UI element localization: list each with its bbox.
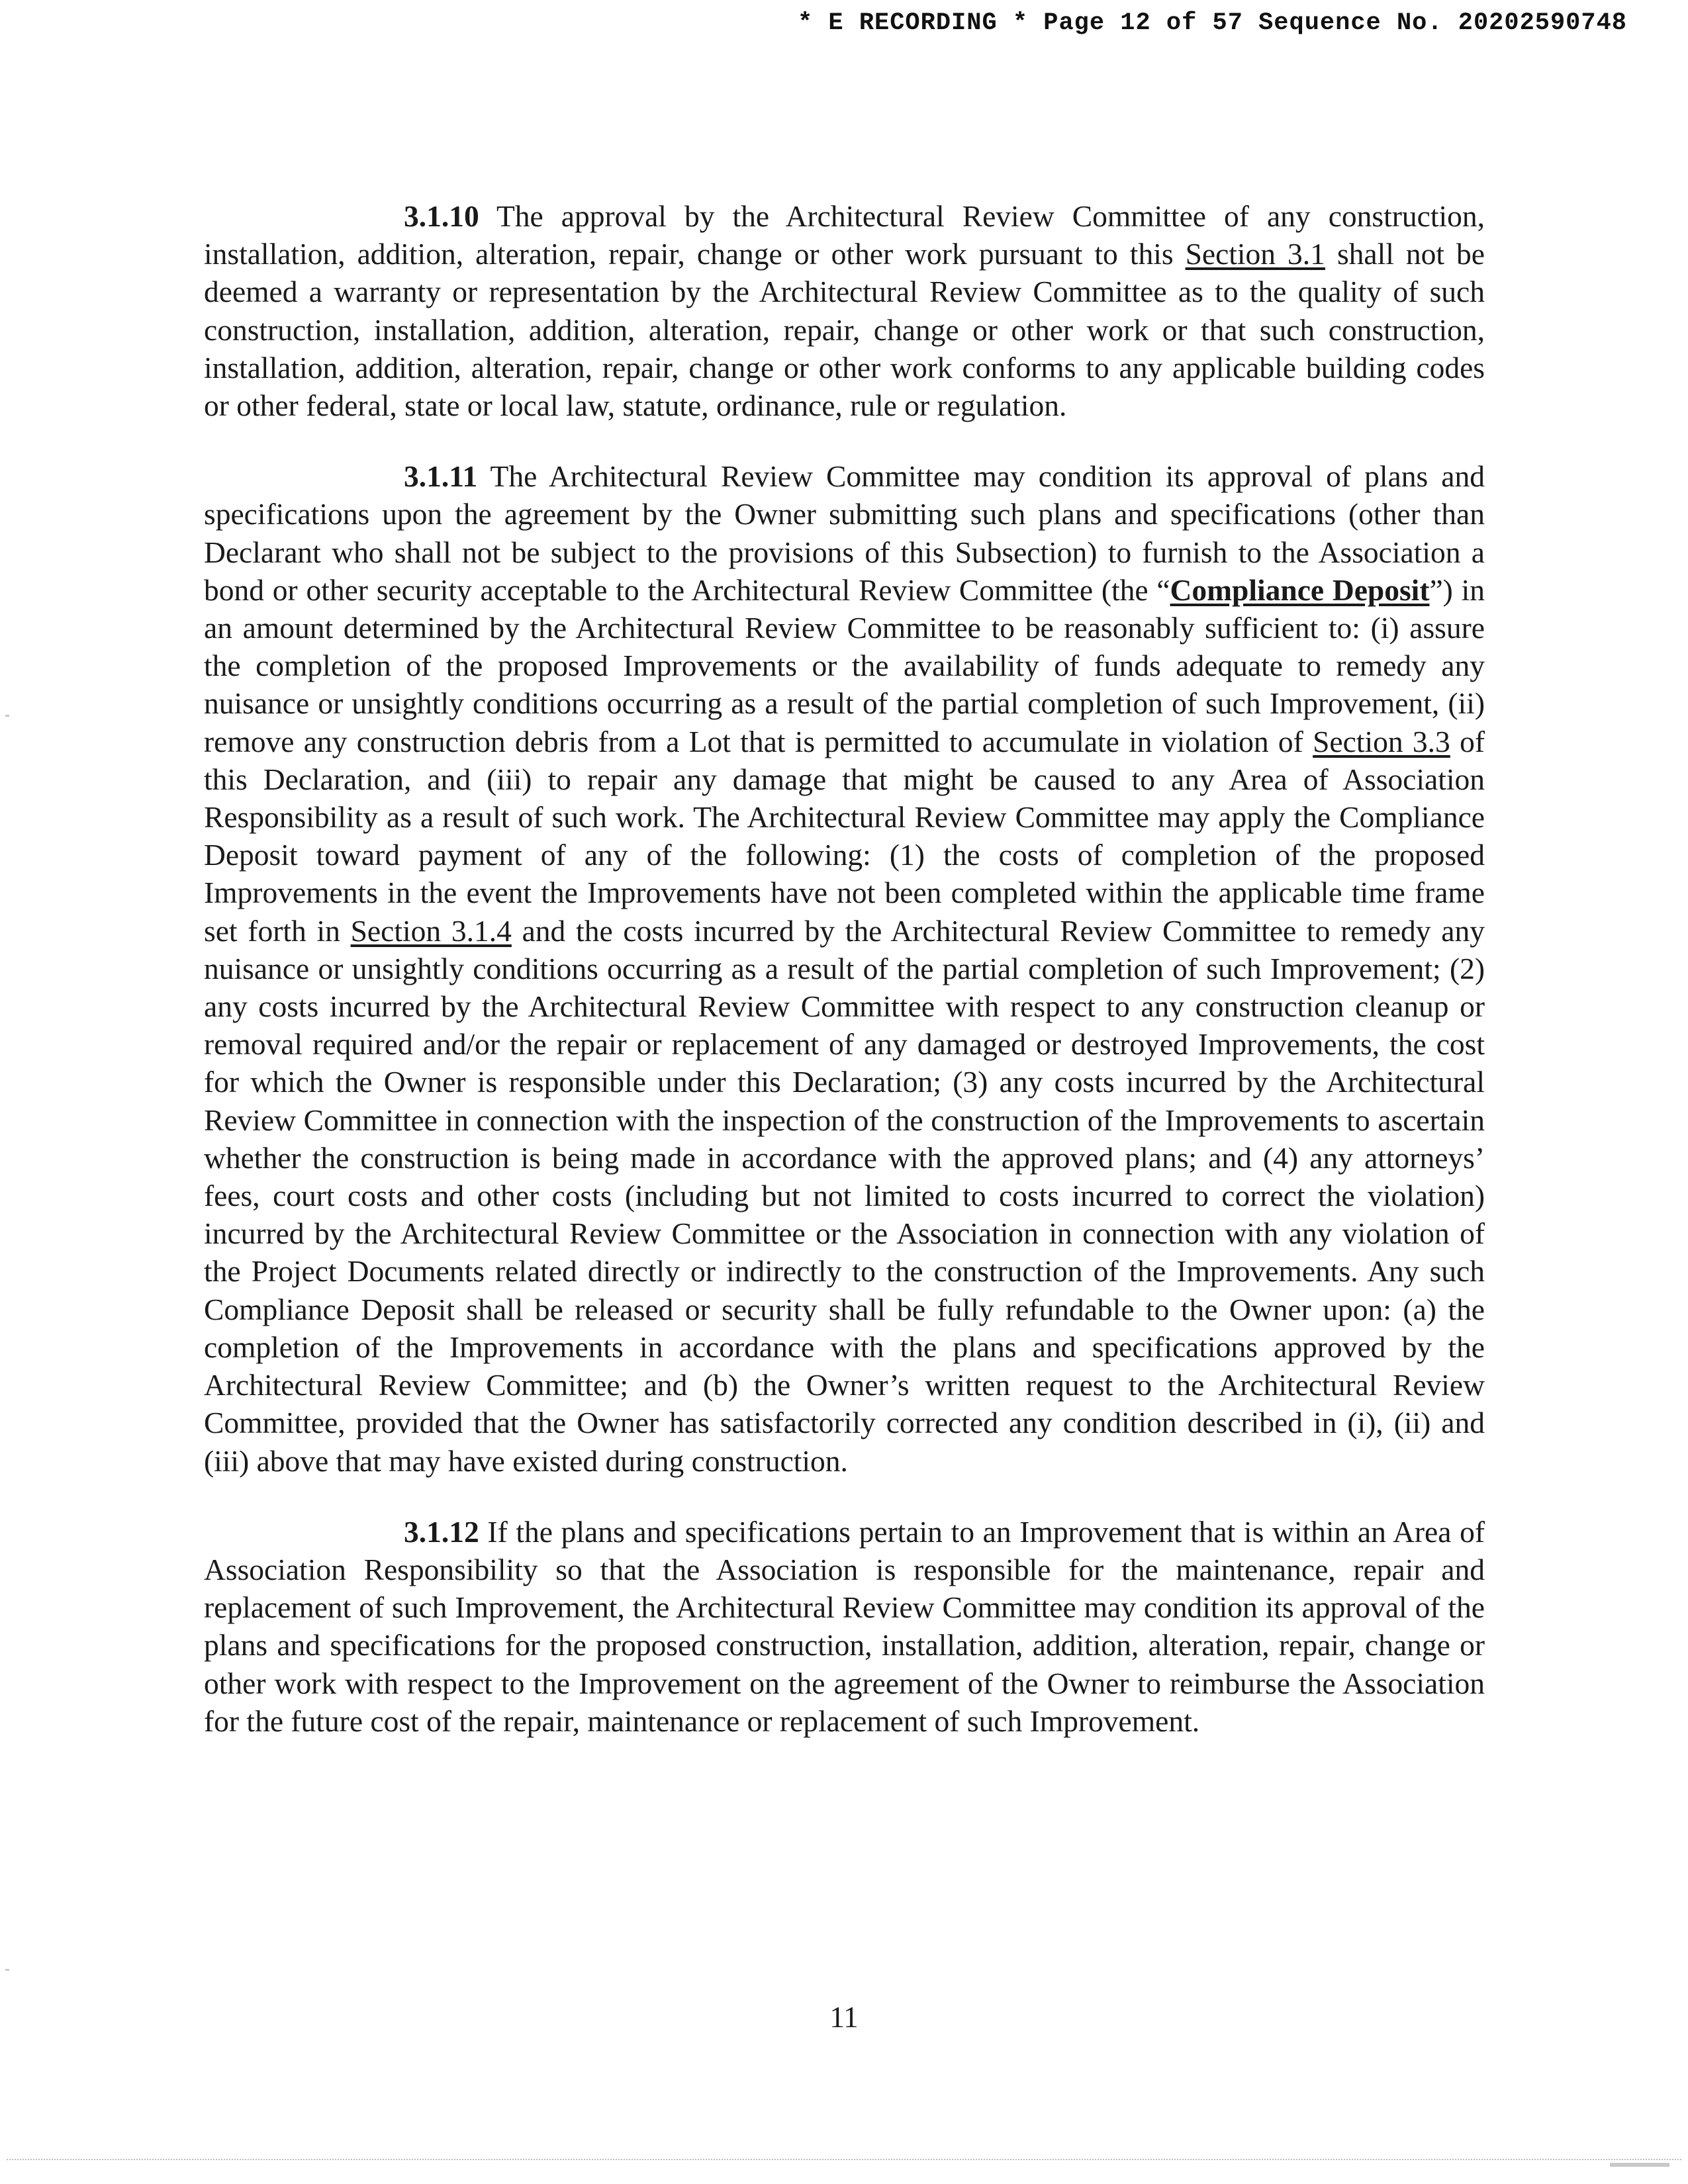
section-3-1-10 [204,197,1485,424]
section-text: of this Declaration, and (iii) to repair any damage that might be caused to any Area of Association Responsibility as a result of such work. The Architectural Review Committee may apply the Compliance Deposit toward payment of any of the following: (1) the costs of completion of the proposed Improvements in the event the Improvements have not been completed within the applicable time frame set forth in [204,724,1485,948]
page-number: 11 [829,2001,859,2034]
recording-header: * E RECORDING * Page 12 of 57 Sequence No. 20202590748 [798,9,1627,37]
section-number: 3.1.11 [404,459,478,494]
scan-artifact-speck [5,1969,9,1971]
document-body [204,197,1485,1773]
defined-term: Compliance Deposit [1170,572,1430,607]
section-text: The Architectural Review Committee may condition its approval of plans and specifications upon the agreement by the Owner submitting such plans and specifications (other than Declarant who shall not be subject to the provisions of this Subsection) to furnish to the Association a bond or other security acceptable to the Architectural Review Committee (the “ [204,459,1485,607]
section-cross-reference: Section 3.1.4 [350,913,512,948]
section-text: If the plans and specifications pertain to an Improvement that is within an Area of Association Responsibility so that the Association is responsible for the maintenance, repair and replacement of such Improvement, the Architectural Review Committee may condition its approval of the plans and specifications for the proposed construction, installation, addition, alteration, repair, change or other work with respect to the Improvement on the agreement of the Owner to reimburse the Association for the future cost of the repair, maintenance or replacement of such Improvement. [204,1514,1485,1738]
scan-artifact-speck [1610,2163,1669,2167]
section-number: 3.1.12 [404,1514,479,1549]
section-text: shall not be deemed a warranty or representation by the Architectural Review Committee as to the quality of such construction, installation, addition, alteration, repair, change or other work or that such construction, installation, addition, alteration, repair, change or other work conforms to any applicable building codes or other federal, state or local law, statute, ordinance, rule or regulation. [204,237,1485,423]
section-text: The approval by the Architectural Review Committee of any construction, installation, addition, alteration, repair, change or other work pursuant to this [204,199,1485,271]
scan-artifact-line [7,2159,1681,2163]
section-number: 3.1.10 [404,199,479,233]
scan-artifact-speck [5,715,9,717]
section-3-1-11 [204,457,1485,1479]
section-text: and the costs incurred by the Architectural Review Committee to remedy any nuisance or unsightly conditions occurring as a result of the partial completion of such Improvement; (2) any costs incurred by the Architectural Review Committee with respect to any construction cleanup or removal required and/or the repair or replacement of any damaged or destroyed Improvements, the cost for which the Owner is responsible under this Declaration; (3) any costs incurred by the Architectural Review Committee in connection with the inspection of the construction of the Improvements to ascertain whether the construction is being made in accordance with the approved plans; and (4) any attorneys’ fees, court costs and other costs (including but not limited to costs incurred to correct the violation) incurred by the Architectural Review Committee or the Association in connection with any violation of the Project Documents related directly or indirectly to the construction of the Improvements. Any such Compliance Deposit shall be released or security shall be fully refundable to the Owner upon: (a) the completion of the Improvements in accordance with the plans and specifications approved by the Architectural Review Committee; and (b) the Owner’s written request to the Architectural Review Committee, provided that the Owner has satisfactorily corrected any condition described in (i), (ii) and (iii) above that may have existed during construction. [204,913,1485,1478]
section-text: ”) in an amount determined by the Architectural Review Committee to be reasonably sufficient to: (i) assure the completion of the proposed Improvements or the availability of funds adequate to remedy any nuisance or unsightly conditions occurring as a result of the partial completion of such Improvement, (ii) remove any construction debris from a Lot that is permitted to accumulate in violation of [204,572,1485,758]
section-cross-reference: Section 3.1 [1185,237,1325,271]
section-3-1-12 [204,1513,1485,1740]
section-cross-reference: Section 3.3 [1313,724,1450,758]
